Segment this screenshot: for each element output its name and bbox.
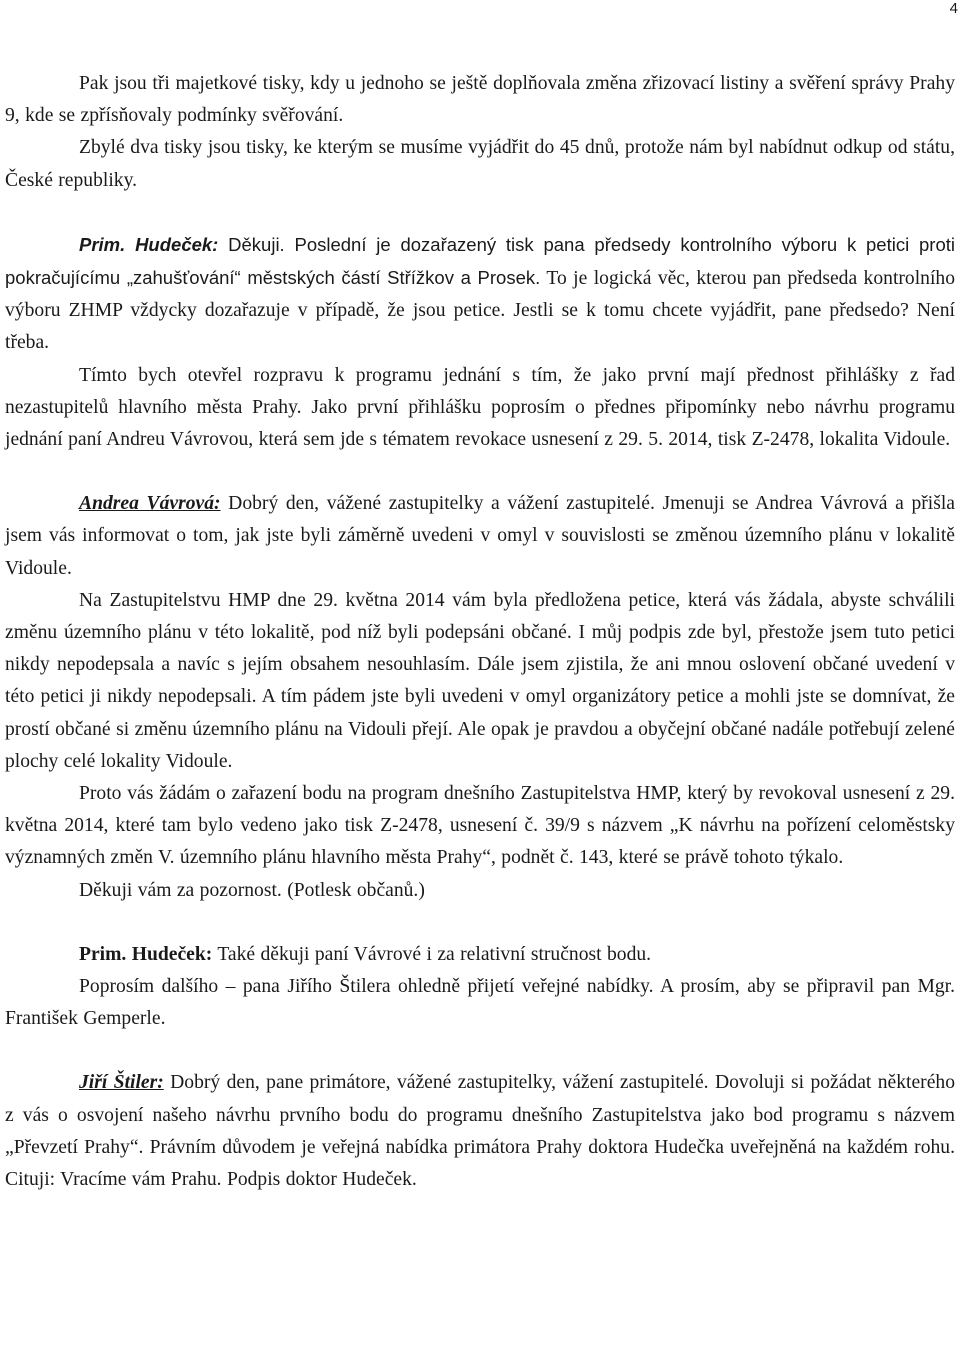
paragraph-hudecek-1 (5, 229, 955, 360)
paragraph-thanks (5, 875, 955, 907)
paragraph-text: Tímto bych otevřel rozpravu k programu jednání s tím, že jako první mají přednost přihlášky z řad nezastupitelů hlavního města Prahy. Jako první přihlášku poprosím o přednes připomínky nebo návrhu programu jednání paní Andreu Vávrovou, která sem jde s tématem revokace usnesení z 29. 5. 2014, tisk Z-2478, lokalita Vidoule. (5, 364, 955, 451)
speaker-name: Jiří Štiler: (79, 1072, 164, 1094)
paragraph-text: Poprosím dalšího – pana Jiřího Štilera ohledně přijetí veřejné nabídky. A prosím, aby se připravil pan Mgr. František Gemperle. (5, 976, 955, 1030)
paragraph-text: Pak jsou tři majetkové tisky, kdy u jednoho se ještě doplňovala změna zřizovací listiny a svěření správy Prahy 9, kde se zpřísňovaly podmínky svěřování. (5, 73, 955, 127)
speaker-name: Prim. Hudeček: (79, 233, 219, 255)
paragraph-text: Na Zastupitelstvu HMP dne 29. května 2014 vám byla předložena petice, která vás žádala, abyste schválili změnu územního plánu v této lokalitě, pod níž byli podepsáni občané. I můj podpis zde byl, přestože jsem tuto petici nikdy nepodepsala a navíc s jejím obsahem nesouhlasím. Dále jsem zjistila, že ani mnou oslovení občané uvedení v této petici ji nikdy nepodepsali. A tím pádem jste byli uvedeni v omyl organizátory petice a mohli jste se domnívat, že prostí občané si změnu územního plánu na Vidouli přejí. Ale opak je pravdou a obyčejní občané nadále potřebují zelené plochy celé lokality Vidoule. (5, 589, 955, 772)
paragraph-text: Zbylé dva tisky jsou tisky, ke kterým se musíme vyjádřit do 45 dnů, protože nám byl nabídnut odkup od státu, České republiky. (5, 137, 955, 191)
paragraph-text: Dobrý den, pane primátore, vážené zastupitelky, vážení zastupitelé. Dovoluji si požádat některého z vás o osvojení našeho návrhu prvního bodu do programu dnešního Zastupitelstva jako bod programu s názvem „Převzetí Prahy“. Právním důvodem je veřejná nabídka primátora Prahy doktora Hudečka uveřejněná na každém rohu. Cituji: Vracíme vám Prahu. Podpis doktor Hudeček. (5, 1072, 955, 1191)
paragraph-petition (5, 585, 955, 778)
paragraph-stiler (5, 1067, 955, 1196)
paragraph-remaining-prints (5, 132, 955, 196)
paragraph-text: Děkuji vám za pozornost. (Potlesk občanů.) (79, 879, 425, 901)
speaker-name: Andrea Vávrová: (79, 493, 221, 515)
paragraph-next-speaker (5, 971, 955, 1035)
paragraph-text: Proto vás žádám o zařazení bodu na program dnešního Zastupitelstva HMP, který by revokoval usnesení z 29. května 2014, které tam bylo vedeno jako tisk Z-2478, usnesení č. 39/9 s názvem „K návrhu na pořízení celoměstsky významných změn V. územního plánu hlavního města Prahy“, podnět č. 143, které se právě tohoto týkalo. (5, 783, 955, 869)
paragraph-open-debate (5, 360, 955, 457)
paragraph-vavrova-1 (5, 488, 955, 585)
paragraph-text: Děkuji. Poslední je dozařazený tisk pana předsedy kontrolního výboru k petici proti pokračujícímu „zahušťování“ městských částí Střížkov a Prosek. (5, 233, 955, 289)
paragraph-text: To je logická věc, kterou pan předseda kontrolního výboru ZHMP vždycky dozařazuje v případě, že jsou petice. Jestli se k tomu chcete vyjádřit, pane předsedo? Není třeba. (5, 268, 955, 354)
paragraph-property-prints (5, 68, 955, 132)
page-number: 4 (949, 0, 958, 17)
paragraph-hudecek-2 (5, 939, 955, 971)
document-body (5, 68, 955, 1196)
paragraph-text: Také děkuji paní Vávrové i za relativní stručnost bodu. (212, 943, 652, 965)
speaker-name: Prim. Hudeček: (79, 943, 213, 965)
paragraph-text: Dobrý den, vážené zastupitelky a vážení zastupitelé. Jmenuji se Andrea Vávrová a přišla jsem vás informovat o tom, jak jste byli záměrně uvedeni v omyl v souvislosti se změnou územního plánu v lokalitě Vidoule. (5, 493, 955, 579)
paragraph-request-revocation (5, 778, 955, 875)
